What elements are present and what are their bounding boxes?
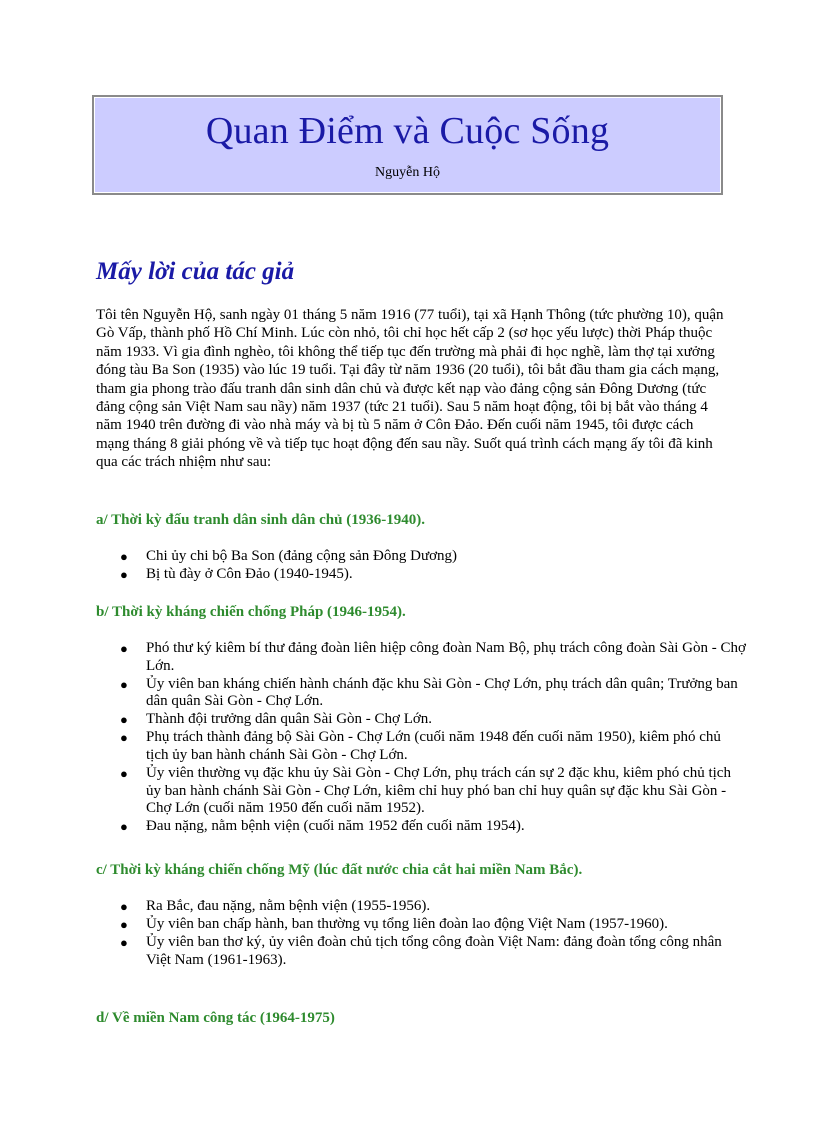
list-item — [120, 711, 746, 729]
list-item-text: Ủy viên thường vụ đặc khu ủy Sài Gòn - Chợ Lớn, phụ trách cán sự 2 đặc khu, kiêm phó chủ tịch ủy ban hành chánh Sài Gòn - Chợ Lớn, kiêm chỉ huy phó ban chỉ huy quân sự đặc khu Sài Gòn - Chợ Lớn (cuối năm 1950 đến cuối năm 1952). — [146, 765, 731, 817]
period-a-heading: a/ Thời kỳ đấu tranh dân sinh dân chủ (1936-1940). — [96, 512, 425, 528]
list-item-text: Ủy viên ban chấp hành, ban thường vụ tổng liên đoàn lao động Việt Nam (1957-1960). — [146, 916, 668, 933]
bullet-icon: ● — [120, 899, 128, 914]
bullet-icon: ● — [120, 766, 128, 782]
list-item — [120, 765, 746, 818]
period-c-heading: c/ Thời kỳ kháng chiến chống Mỹ (lúc đất nước chia cắt hai miền Nam Bắc). — [96, 862, 583, 878]
list-item-text: Ủy viên ban thơ ký, ủy viên đoàn chủ tịch tổng công đoàn Việt Nam: đảng đoàn tổng công nhân Việt Nam (1961-1963). — [146, 934, 722, 968]
bullet-icon: ● — [120, 641, 128, 656]
list-item-text: Ủy viên ban kháng chiến hành chánh đặc khu Sài Gòn - Chợ Lớn, phụ trách dân quân; Trưởng ban dân quân Sài Gòn - Chợ Lớn. — [146, 675, 738, 710]
bullet-icon: ● — [120, 676, 128, 692]
list-item-text: Ra Bắc, đau nặng, nằm bệnh viện (1955-1956). — [146, 898, 431, 914]
list-item — [120, 675, 746, 711]
bullet-icon: ● — [120, 567, 128, 583]
list-item-text: Phụ trách thành đảng bộ Sài Gòn - Chợ Lớn (cuối năm 1948 đến cuối năm 1950), kiêm phó chủ tịch ủy ban hành chánh Sài Gòn - Chợ Lớn. — [146, 729, 721, 764]
bullet-icon: ● — [120, 730, 128, 746]
bullet-icon: ● — [120, 549, 128, 564]
intro-paragraph: Tôi tên Nguyễn Hộ, sanh ngày 01 tháng 5 năm 1916 (77 tuổi), tại xã Hạnh Thông (tức phường 10), quận Gò Vấp, thành phố Hồ Chí Minh. Lúc còn nhỏ, tôi chỉ học hết cấp 2 (sơ học yếu lược) thời Pháp thuộc năm 1933. Vì gia đình nghèo, tôi không thể tiếp tục đến trường mà phải đi học nghề, làm thợ tại xưởng đóng tàu Ba Son (1935) vào lúc 19 tuổi. Tại đây từ năm 1936 (20 tuổi), tôi bắt đầu tham gia cách mạng, tham gia phong trào đấu tranh dân sinh dân chủ và được kết nạp vào đảng cộng sản Đông Dương (tức đảng cộng sản Việt Nam sau nầy) năm 1937 (tức 21 tuổi). Sau 5 năm hoạt động, tôi bị bắt vào tháng 4 năm 1940 trên đường đi vào nhà máy và bị tù 5 năm ở Côn Đảo. Đến cuối năm 1945, tôi được cách mạng tháng 8 giải phóng về và tiếp tục hoạt động đến sau nầy. Suốt quá trình cách mạng ấy tôi đã kinh qua các trách nhiệm như sau: — [96, 307, 724, 471]
bullet-icon: ● — [120, 712, 128, 728]
list-item — [120, 818, 746, 836]
bullet-icon: ● — [120, 935, 128, 951]
period-b-list — [96, 640, 746, 837]
list-item — [120, 916, 746, 934]
document-author: Nguyễn Hộ — [375, 165, 440, 180]
list-item-text: Chi ủy chi bộ Ba Son (đảng cộng sản Đông Dương) — [146, 548, 458, 564]
list-item-text: Bị tù đày ở Côn Đảo (1940-1945). — [146, 566, 353, 583]
list-item — [120, 548, 746, 566]
title-banner — [92, 95, 723, 195]
document-title: Quan Điểm và Cuộc Sống — [205, 110, 610, 152]
list-item — [120, 898, 746, 916]
bullet-icon: ● — [120, 819, 128, 835]
list-item-text: Phó thư ký kiêm bí thư đảng đoàn liên hiệp công đoàn Nam Bộ, phụ trách công đoàn Sài Gòn - Chợ Lớn. — [146, 640, 746, 674]
list-item — [120, 566, 746, 584]
list-item — [120, 640, 746, 675]
bullet-icon: ● — [120, 917, 128, 933]
list-item-text: Thành đội trưởng dân quân Sài Gòn - Chợ Lớn. — [146, 711, 433, 728]
period-d-heading: d/ Về miền Nam công tác (1964-1975) — [96, 1010, 335, 1026]
period-b-heading: b/ Thời kỳ kháng chiến chống Pháp (1946-1954). — [96, 604, 406, 620]
period-c-list — [96, 898, 746, 970]
list-item — [120, 729, 746, 764]
section-heading: Mấy lời của tác giả — [96, 258, 295, 285]
period-a-list — [96, 548, 746, 584]
list-item-text: Đau nặng, nằm bệnh viện (cuối năm 1952 đến cuối năm 1954). — [146, 818, 525, 835]
list-item — [120, 934, 746, 969]
